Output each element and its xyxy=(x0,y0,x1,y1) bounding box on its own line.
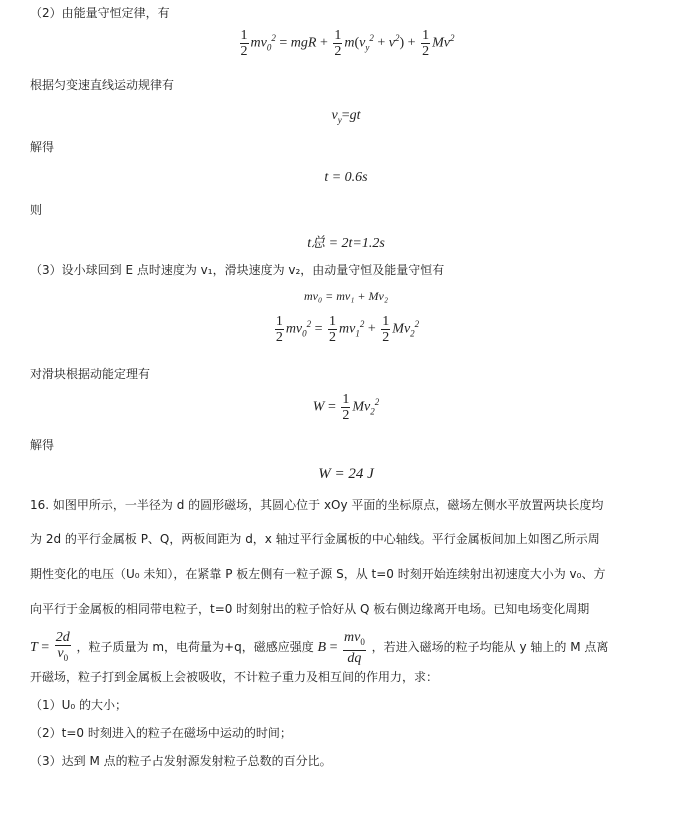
energy-equation: $\frac{1}{2}$ $mv_0^2$ = mgR + $\frac{1}{2}$ $m(v_y^2 + v^2)$ + $\frac{1}{2}$ Mv$^2$ xyxy=(240,28,455,59)
problem16-line4: 向平行于金属板的相同带电粒子，t=0 时刻射出的粒子恰好从 Q 板右侧边缘离开电场。已知电场变化周期 xyxy=(30,602,590,616)
then-label: 则 xyxy=(30,203,43,217)
problem16-line6: 开磁场，粒子打到金属板上会被吸收，不计粒子重力及相互间的作用力，求： xyxy=(30,670,439,684)
solve-label-2: 解得 xyxy=(30,438,55,452)
problem16-line5-end: ，若进入磁场的粒子均能从 y 轴上的 M 点离 xyxy=(371,640,609,655)
kinematics-label: 根据匀变速直线运动规律有 xyxy=(30,78,175,92)
work-equation: W = $\frac{1}{2}$ $Mv_2^2$ xyxy=(312,392,380,423)
t-value: t = 0.6s xyxy=(324,170,368,185)
momentum-equation: mv₀ = mv₁ + Mv₂ xyxy=(303,289,389,303)
total-time: t总 = 2t=1.2s xyxy=(307,236,385,251)
question-3: （3）达到 M 点的粒子占发射源发射粒子总数的百分比。 xyxy=(30,754,332,768)
question-1: （1）U₀ 的大小； xyxy=(30,698,128,712)
part2-heading: （2）由能量守恒定律，有 xyxy=(30,6,170,20)
problem16-line1: 16. 如图甲所示，一半径为 d 的圆形磁场，其圆心位于 xOy 平面的坐标原点，磁场左侧水平放置两块长度均 xyxy=(30,498,604,512)
work-result: W = 24 J xyxy=(318,466,374,482)
problem16-line5 xyxy=(30,630,670,666)
field-formula: B = $\frac{mv_0}{dq}$ xyxy=(317,630,365,666)
work-label: 对滑块根据动能定理有 xyxy=(30,367,151,381)
period-formula: T = $\frac{2d}{v_0}$ xyxy=(30,630,70,663)
question-2: （2）t=0 时刻进入的粒子在磁场中运动的时间； xyxy=(30,726,292,740)
problem16-line5-mid: ，粒子质量为 m，电荷量为+q，磁感应强度 xyxy=(76,640,314,655)
vy-equation: $v_y=gt$ xyxy=(331,108,361,125)
energy-conservation-equation: $\frac{1}{2}$ $mv_0^2$ = $\frac{1}{2}$ $mv_1^2$ + $\frac{1}{2}$ $Mv_2^2$ xyxy=(275,314,420,345)
problem16-line2: 为 2d 的平行金属板 P、Q，两板间距为 d，x 轴过平行金属板的中心轴线。平行金属板间加上如图乙所示周 xyxy=(30,532,600,546)
problem16-line3: 期性变化的电压（U₀ 未知），在紧靠 P 板左侧有一粒子源 S，从 t=0 时刻开始连续射出初速度大小为 v₀、方 xyxy=(30,567,606,581)
part3-intro: （3）设小球回到 E 点时速度为 v₁，滑块速度为 v₂，由动量守恒及能量守恒有 xyxy=(30,263,445,277)
solve-label-1: 解得 xyxy=(30,140,55,154)
